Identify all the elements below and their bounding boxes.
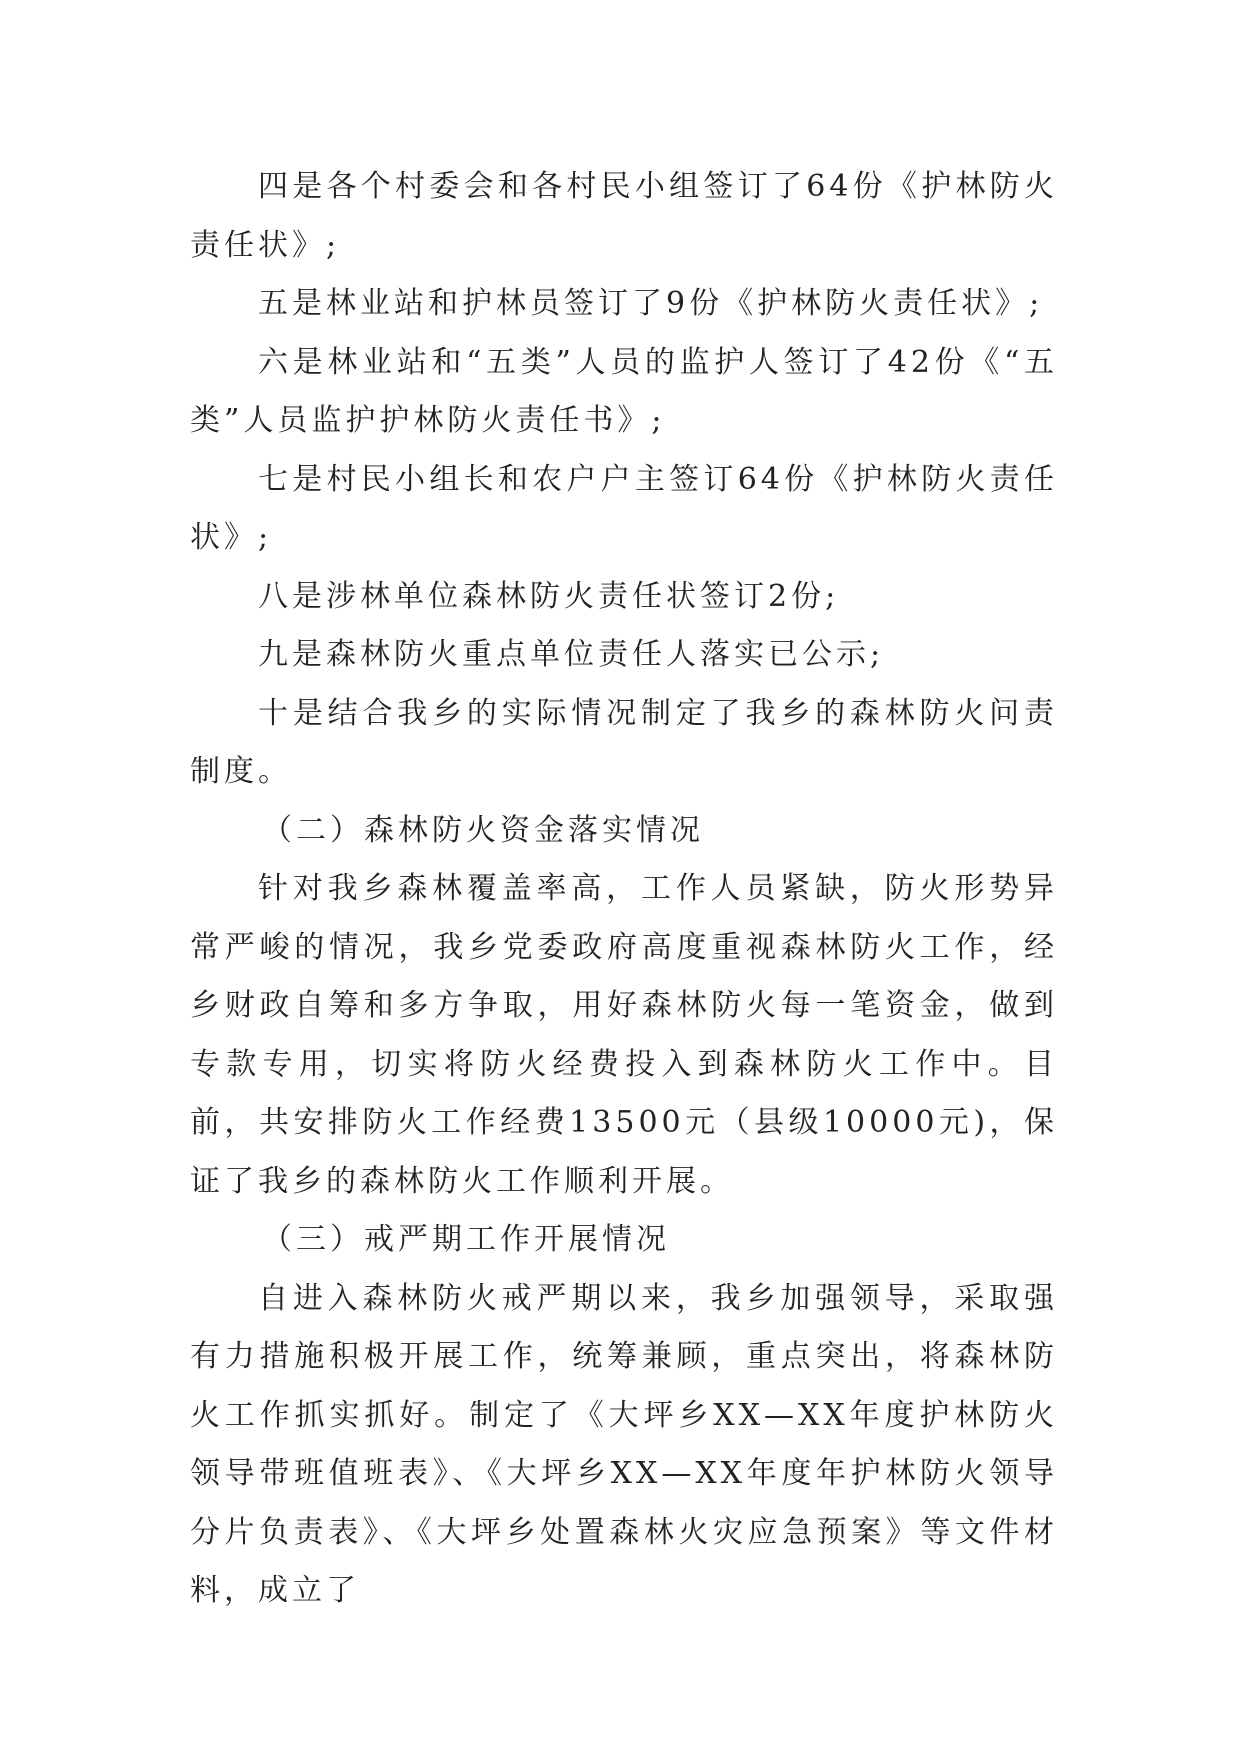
paragraph-responsibility-4: 四是各个村委会和各村民小组签订了64份《护林防火责任状》; xyxy=(190,169,1058,263)
section-heading-funding: （二）森林防火资金落实情况 xyxy=(262,812,704,848)
paragraph-curfew-period: 自进入森林防火戒严期以来，我乡加强领导，采取强有力措施积极开展工作，统筹兼顾，重点突出，将森林防火工作抓实抓好。制定了《大坪乡XX—XX年度护林防火领导带班值班表》、《大坪乡XX—XX年度年护林防火领导分片负责表》、《大坪乡处置森林火灾应急预案》等文件材料，成立了 xyxy=(190,1280,1058,1608)
paragraph-responsibility-7: 七是村民小组长和农户户主签订64份《护林防火责任状》; xyxy=(190,461,1058,555)
document-body xyxy=(190,158,1058,1621)
paragraph-responsibility-9: 九是森林防火重点单位责任人落实已公示; xyxy=(258,637,885,672)
paragraph-funding: 针对我乡森林覆盖率高，工作人员紧缺，防火形势异常严峻的情况，我乡党委政府高度重视森林防火工作，经乡财政自筹和多方争取，用好森林防火每一笔资金，做到专款专用，切实将防火经费投入到森林防火工作中。目前，共安排防火工作经费13500元（县级10000元)，保证了我乡的森林防火工作顺利开展。 xyxy=(190,871,1058,1199)
paragraph-responsibility-8: 八是涉林单位森林防火责任状签订2份; xyxy=(258,578,840,614)
paragraph-responsibility-6: 六是林业站和“五类”人员的监护人签订了42份《“五类”人员监护护林防火责任书》; xyxy=(190,344,1058,438)
paragraph-responsibility-10: 十是结合我乡的实际情况制定了我乡的森林防火问责制度。 xyxy=(190,695,1058,789)
section-heading-curfew-period: （三）戒严期工作开展情况 xyxy=(262,1222,670,1257)
paragraph-responsibility-5: 五是林业站和护林员签订了9份《护林防火责任状》; xyxy=(258,286,1044,321)
